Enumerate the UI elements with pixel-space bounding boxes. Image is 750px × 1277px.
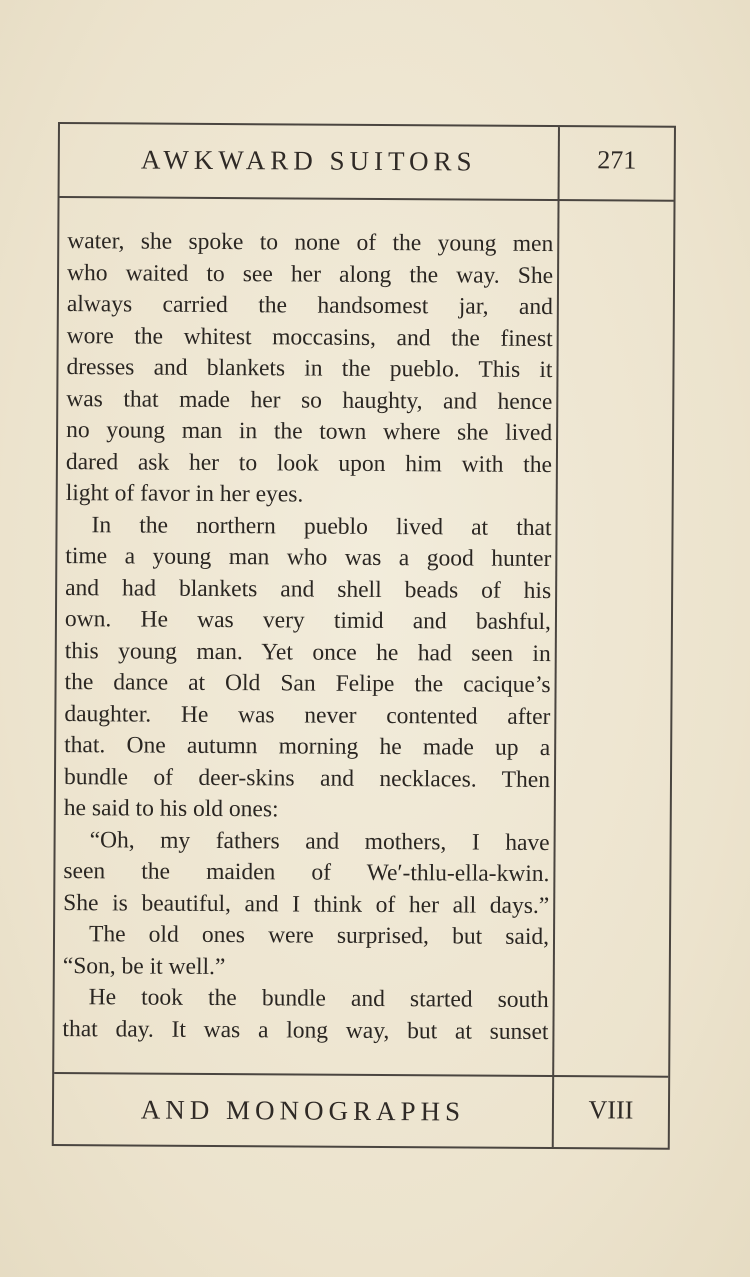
text-line: dresses and blankets in the pueblo. This it bbox=[66, 354, 553, 384]
text-line: that day. It was a long way, but at sunset bbox=[62, 1015, 549, 1045]
text-line: dared ask her to look upon him with the bbox=[65, 448, 552, 478]
text-line: bundle of deer-skins and necklaces. Then bbox=[63, 763, 551, 793]
page-header bbox=[60, 124, 674, 202]
text-line: “Oh, my fathers and mothers, I have bbox=[89, 826, 550, 856]
text-line: daughter. He was never contented after bbox=[64, 700, 551, 730]
text-line: and had blankets and shell beads of his bbox=[65, 574, 552, 604]
text-line: In the northern pueblo lived at that bbox=[91, 511, 552, 541]
text-line: “Son, be it well.” bbox=[62, 952, 226, 980]
text-line: that. One autumn morning he made up a bbox=[64, 732, 551, 762]
text-line: seen the maiden of We′-thlu-ella-kwin. bbox=[63, 858, 550, 888]
page-footer bbox=[54, 1072, 668, 1148]
page-frame bbox=[52, 122, 676, 1150]
volume-number: VIII bbox=[588, 1095, 634, 1125]
text-line: light of favor in her eyes. bbox=[65, 480, 304, 508]
running-foot: AND MONOGRAPHS bbox=[140, 1094, 466, 1127]
text-line: this young man. Yet once he had seen in bbox=[64, 637, 551, 667]
text-line: own. He was very timid and bashful, bbox=[64, 606, 552, 636]
text-line: water, she spoke to none of the young men bbox=[67, 228, 554, 258]
text-line: always carried the handsomest jar, and bbox=[66, 291, 553, 321]
page-number: 271 bbox=[597, 145, 637, 175]
running-head: AWKWARD SUITORS bbox=[140, 144, 477, 177]
text-line: She is beautiful, and I think of her all days.” bbox=[63, 889, 550, 919]
text-line: was that made her so haughty, and hence bbox=[66, 385, 553, 415]
text-line: wore the whitest moccasins, and the finest bbox=[66, 322, 553, 352]
text-line: who waited to see her along the way. She bbox=[67, 259, 554, 289]
text-line: no young man in the town where she lived bbox=[66, 417, 553, 447]
text-line: He took the bundle and started south bbox=[88, 984, 549, 1014]
text-line: he said to his old ones: bbox=[63, 795, 279, 823]
text-line: time a young man who was a good hunter bbox=[65, 543, 552, 573]
text-line: the dance at Old San Felipe the cacique’s bbox=[64, 669, 551, 699]
text-line: The old ones were surprised, but said, bbox=[88, 921, 550, 951]
body-text bbox=[62, 226, 553, 1048]
